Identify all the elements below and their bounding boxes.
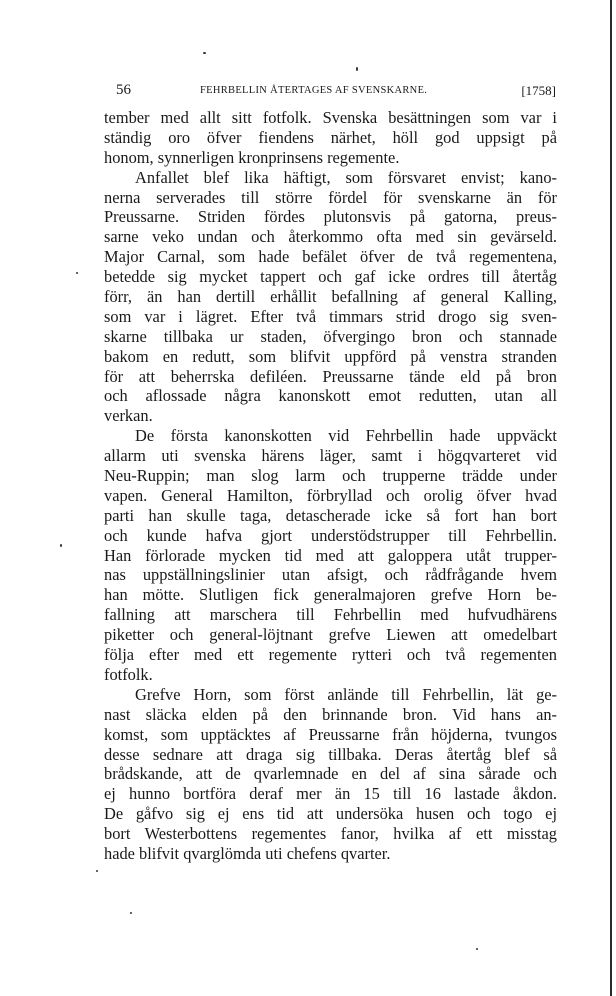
- text-line: och kunde hafva gjort understödstrupper till Fehrbellin.: [104, 525, 557, 545]
- text-line: De första kanonskotten vid Fehrbellin hade uppväckt: [135, 426, 557, 446]
- text-line: piketter och general-löjtnant grefve Liewen att omedelbart: [104, 625, 557, 645]
- print-speck: [476, 948, 478, 950]
- body-text: [104, 108, 557, 864]
- text-line: allarm uti svenska härens läger, samt i högqvarteret vid: [104, 446, 557, 466]
- text-line: Grefve Horn, som först anlände till Fehrbellin, lät ge-: [135, 684, 557, 704]
- text-line: betedde sig mycket tappert och gaf icke ordres till återtåg: [104, 267, 557, 287]
- text-line: nas uppställningslinier utan afsigt, och rådfrågande hvem: [104, 565, 557, 585]
- text-line: fallning att marschera till Fehrbellin med hufvudhärens: [104, 605, 557, 625]
- text-line: Anfallet blef lika häftigt, som försvaret envist; kano-: [135, 167, 557, 187]
- text-line: ständig oro öfver fiendens närhet, höll god uppsigt på: [104, 127, 557, 147]
- print-speck: [76, 272, 78, 274]
- text-line: sarne veko undan och återkommo ofta med sin gevärseld.: [104, 227, 557, 247]
- text-line: De gåfvo sig ej ens tid att undersöka husen och togo ej: [104, 804, 557, 824]
- page-number: 56: [116, 82, 131, 98]
- text-line: Major Carnal, som hade befälet öfver de två regementena,: [104, 247, 557, 267]
- year-marker: [1758]: [521, 83, 556, 98]
- text-line: vapen. General Hamilton, förbryllad och orolig öfver hvad: [104, 485, 557, 505]
- text-line: Neu-Ruppin; man slog larm och trupperne trädde under: [104, 466, 557, 486]
- text-line: för att beherrska defiléen. Preussarne tände eld på bron: [104, 366, 557, 386]
- text-line: parti han skulle taga, detascherade icke så fort han bort: [104, 505, 557, 525]
- text-line: nast släcka elden på den brinnande bron. Vid hans an-: [104, 704, 557, 724]
- text-line: Preussarne. Striden fördes plutonsvis på gatorna, preus-: [104, 207, 557, 227]
- text-line: brådskande, att de qvarlemnade en del af sina sårade och: [104, 764, 557, 784]
- text-line: desse sednare att draga sig tillbaka. Deras återtåg blef så: [104, 744, 557, 764]
- print-speck: [356, 67, 358, 71]
- page-header: [116, 82, 556, 104]
- print-speck: [60, 544, 62, 547]
- text-line: förr, än han dertill erhållit befallning af general Kalling,: [104, 287, 557, 307]
- print-speck: [203, 52, 206, 54]
- text-line: bakom en redutt, som blifvit uppförd på venstra stranden: [104, 346, 557, 366]
- text-line: och aflossade några kanonskott emot redutten, utan all: [104, 386, 557, 406]
- text-line: verkan.: [104, 406, 153, 426]
- text-line: som var i lägret. Efter två timmars strid drogo sig sven-: [104, 306, 557, 326]
- text-line: fotfolk.: [104, 664, 153, 684]
- running-title: FEHRBELLIN ÅTERTAGES AF SVENSKARNE.: [200, 85, 428, 96]
- text-line: bort Westerbottens regementes fanor, hvilka af ett misstag: [104, 824, 557, 844]
- print-speck: [96, 870, 98, 872]
- text-line: följa efter med ett regemente rytteri och två regementen: [104, 645, 557, 665]
- text-line: nerna serverades till större fördel för svenskarne än för: [104, 187, 557, 207]
- text-line: hade blifvit qvarglömda uti chefens qvarter.: [104, 843, 391, 863]
- text-line: han mötte. Slutligen fick generalmajoren grefve Horn be-: [104, 585, 557, 605]
- text-line: tember med allt sitt fotfolk. Svenska besättningen som var i: [104, 108, 557, 127]
- text-line: Han förlorade mycken tid med att galoppera utåt trupper-: [104, 545, 557, 565]
- text-line: komst, som upptäcktes af Preussarne från höjderna, tvungos: [104, 724, 557, 744]
- print-speck: [130, 912, 132, 914]
- page-edge-rule: [610, 0, 612, 996]
- text-line: skarne tillbaka ur staden, öfvergingo bron och stannade: [104, 326, 557, 346]
- text-line: ej hunno bortföra deraf mer än 15 till 16 lastade åkdon.: [104, 784, 557, 804]
- text-line: honom, synnerligen kronprinsens regemente.: [104, 147, 400, 167]
